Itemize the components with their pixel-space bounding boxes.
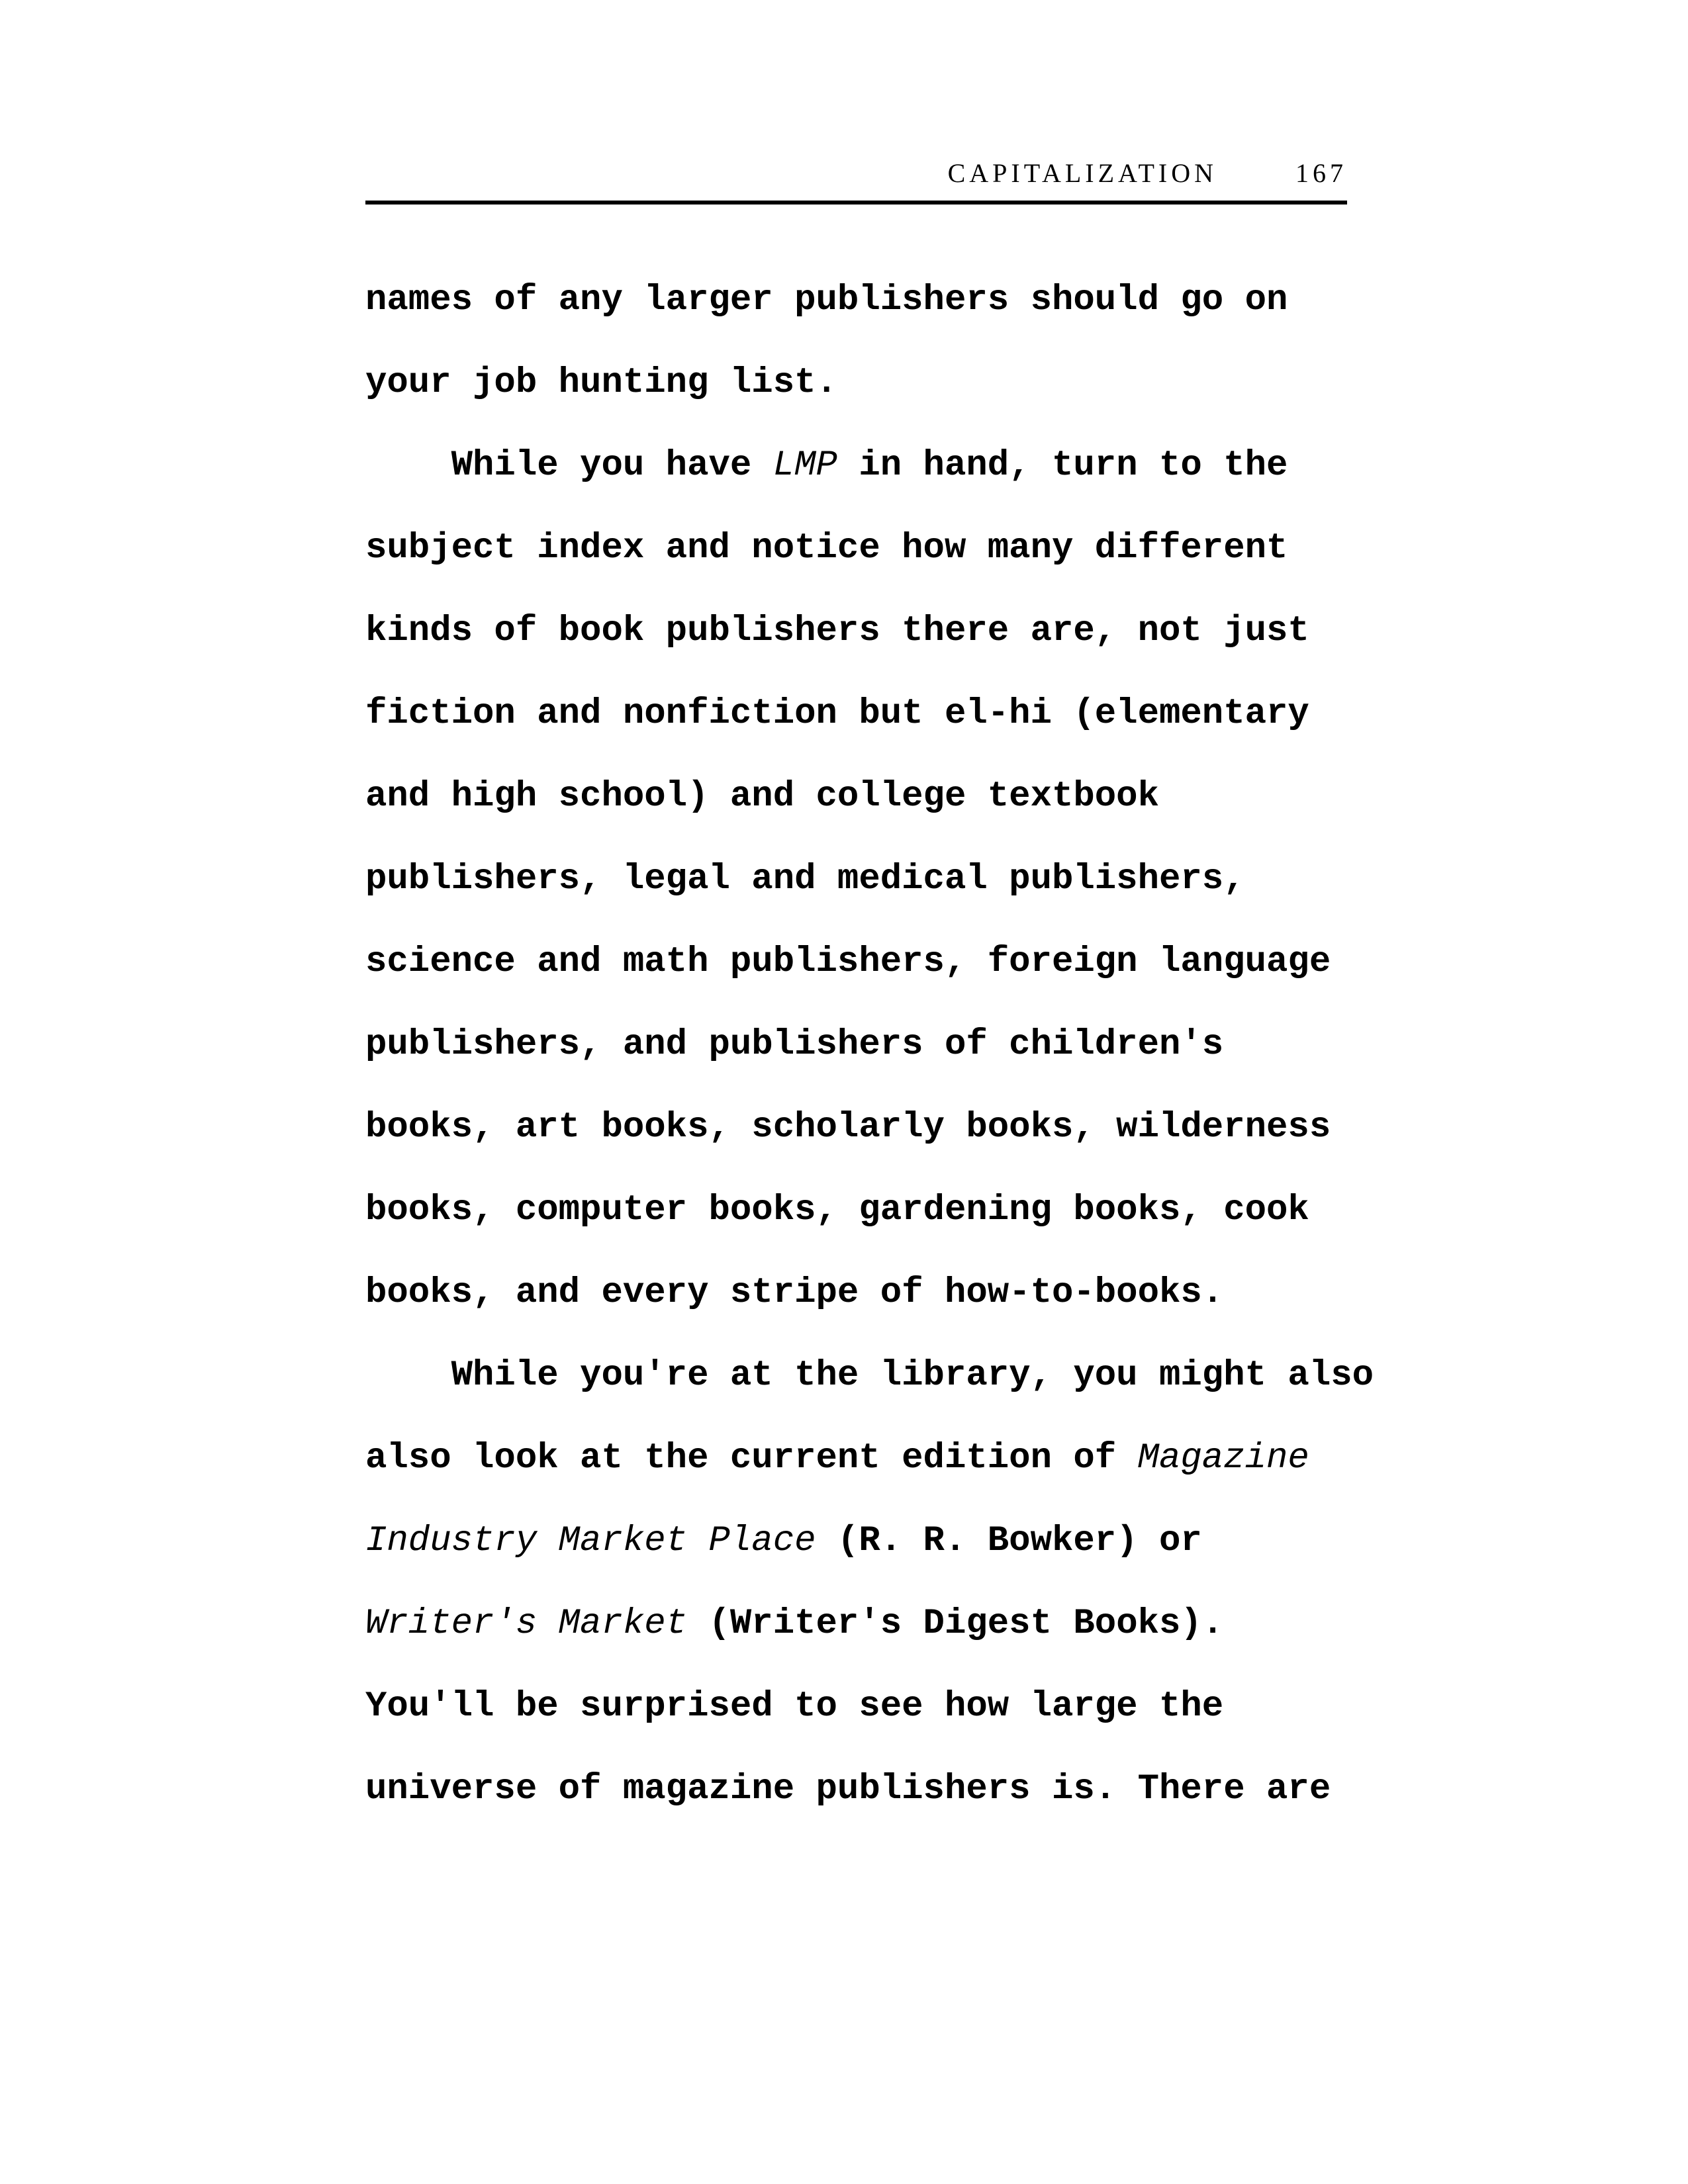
text-segment: names of any larger publishers should go on (365, 280, 1288, 320)
text-segment: (R. R. Bowker) or (816, 1521, 1202, 1561)
text-line (365, 1582, 1374, 1665)
text-segment: publishers, legal and medical publishers, (365, 859, 1245, 899)
text-line (365, 1003, 1374, 1086)
text-line (365, 1334, 1374, 1417)
text-segment: (Writer's Digest Books). (687, 1604, 1224, 1644)
running-head-title: CAPITALIZATION (947, 158, 1217, 188)
text-segment: science and math publishers, foreign language (365, 942, 1331, 982)
italic-text-segment: Industry Market Place (365, 1521, 816, 1561)
text-line (365, 672, 1374, 755)
page-number: 167 (1295, 158, 1347, 188)
italic-text-segment: LMP (773, 445, 837, 486)
text-segment: in hand, turn to the (837, 445, 1288, 486)
text-line (365, 1086, 1374, 1169)
text-line (365, 259, 1374, 341)
italic-text-segment: Writer's Market (365, 1604, 688, 1644)
text-segment: fiction and nonfiction but el-hi (elementary (365, 694, 1309, 734)
text-line (365, 1417, 1374, 1500)
text-segment: You'll be surprised to see how large the (365, 1686, 1224, 1727)
text-segment: books, art books, scholarly books, wilderness (365, 1107, 1331, 1148)
text-segment: your job hunting list. (365, 363, 837, 403)
text-line (365, 1251, 1374, 1334)
text-line (365, 1665, 1374, 1748)
text-line (365, 1500, 1374, 1582)
text-segment: books, computer books, gardening books, cook (365, 1190, 1309, 1230)
text-segment: While you have (365, 445, 773, 486)
text-segment: subject index and notice how many different (365, 528, 1288, 569)
italic-text-segment: Magazine (1137, 1438, 1309, 1479)
text-segment: also look at the current edition of (365, 1438, 1138, 1479)
text-line (365, 424, 1374, 507)
text-line (365, 590, 1374, 672)
text-line (365, 921, 1374, 1003)
text-line (365, 838, 1374, 921)
header-rule-divider (365, 201, 1347, 205)
text-line (365, 1748, 1374, 1831)
text-segment: publishers, and publishers of children's (365, 1024, 1224, 1065)
text-segment: books, and every stripe of how-to-books. (365, 1273, 1224, 1313)
text-line (365, 755, 1374, 838)
text-line (365, 1169, 1374, 1251)
text-line (365, 341, 1374, 424)
text-segment: kinds of book publishers there are, not just (365, 611, 1309, 651)
body-text-block (365, 259, 1374, 1831)
text-segment: and high school) and college textbook (365, 776, 1159, 817)
text-segment: universe of magazine publishers is. There are (365, 1769, 1331, 1809)
text-line (365, 507, 1374, 590)
text-segment: While you're at the library, you might also (365, 1355, 1374, 1396)
running-head (365, 160, 1347, 187)
